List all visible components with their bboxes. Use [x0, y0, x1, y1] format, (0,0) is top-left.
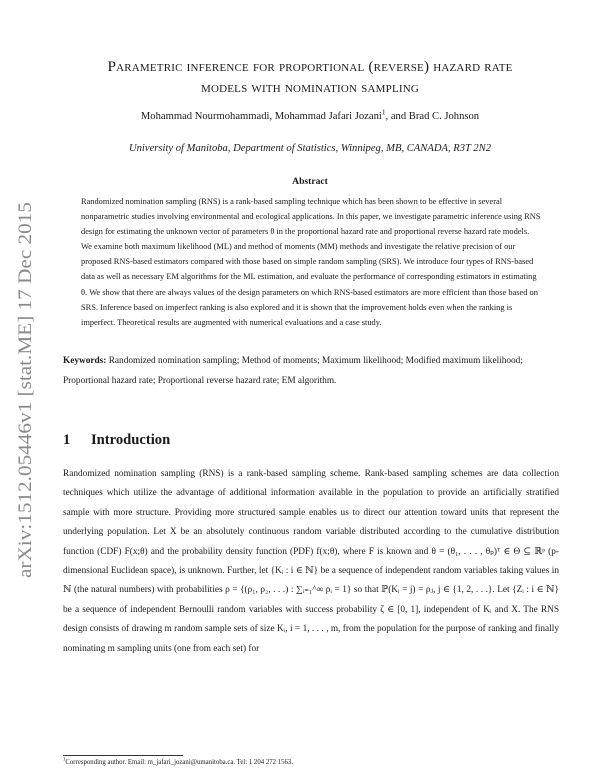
section-title: Introduction	[91, 432, 171, 448]
author-names-tail: , and Brad C. Johnson	[385, 111, 480, 122]
author-affiliation: University of Manitoba, Department of Statistics, Winnipeg, MB, CANADA, R3T 2N2	[128, 143, 492, 154]
abstract-heading: Abstract	[292, 176, 328, 187]
footnote-divider	[63, 755, 183, 756]
arxiv-identifier-stamp	[4, 200, 44, 580]
footnote-text: Corresponding author. Email: m_jafari_jozani@umanitoba.ca. Tel: 1 204 272 1563.	[65, 759, 294, 766]
section-number: 1	[63, 432, 71, 448]
keywords	[63, 352, 559, 391]
paper-title-line-1: Parametric inference for proportional (reverse) hazard rate	[107, 58, 513, 75]
footnote	[63, 759, 559, 766]
author-footnote-mark: 1	[381, 107, 386, 117]
author-names: Mohammad Nourmohammadi, Mohammad Jafari Jozani	[140, 111, 382, 122]
keywords-list: Randomized nomination sampling; Method of moments; Maximum likelihood; Modified maximum likelihood; Proportional hazard rate; Proportional reverse hazard rate; EM algorithm.	[63, 356, 523, 386]
abstract-text: Randomized nomination sampling (RNS) is a rank-based sampling technique which has been shown to be effective in several nonparametric studies involving environmental and ecological applications. In this paper, we investigate parametric inference using RNS design for estimating the unknown vector of parameters θ in the proportional hazard rate and proportional reverse hazard rate models. We examine both maximum likelihood (ML) and method of moments (MM) methods and investigate the relative precision of our proposed RNS-based estimators compared with those based on simple random sampling (SRS). We introduce four types of RNS-based data as well as necessary EM algorithms for the ML estimation, and evaluate the performance of corresponding estimators in estimating θ. We show that there are always values of the design parameters on which RNS-based estimators are more efficient than those based on SRS. Inference based on imperfect ranking is also explored and it is shown that the improvement holds even when the ranking is imperfect. Theoretical results are augmented with numerical evaluations and a case study.	[81, 197, 541, 327]
author-list	[60, 107, 560, 122]
arxiv-identifier-svg	[4, 200, 44, 580]
section-heading-introduction	[63, 432, 170, 449]
paper-title	[60, 56, 560, 98]
footnote-mark: 1	[63, 757, 66, 763]
keywords-label: Keywords:	[63, 356, 107, 366]
paper-title-line-2: models with nomination sampling	[200, 79, 420, 96]
arxiv-identifier-text: arXiv:1512.05446v1 [stat.ME] 17 Dec 2015	[15, 241, 36, 578]
introduction-paragraph: Randomized nomination sampling (RNS) is a rank-based sampling scheme. Rank-based sampling schemes are data collection techniques which utilize the advantage of additional information available in the population to provide an artificially stratified sample with more structure. Providing more structured sample enables us to direct our attention toward units that represent the underlying population. Let X be an absolutely continuous random variable distributed according to the cumulative distribution function (CDF) F(x;θ) and the probability density function (PDF) f(x;θ), where F is known and θ = (θ₁, . . . , θₚ)ᵀ ∈ Θ ⊆ ℝᵖ (p-dimensional Euclidean space), is unknown. Further, let {Kᵢ : i ∈ ℕ} be a sequence of independent random variables taking values in ℕ (the natural numbers) with probabilities ρ = {(ρ₁, ρ₂, . . .) : ∑ᵢ₌₁^∞ ρᵢ = 1} so that ℙ(Kᵢ = j) = ρⱼ, j ∈ {1, 2, . . .}. Let {Zᵢ : i ∈ ℕ} be a sequence of independent Bernoulli random variables with success probability ζ ∈ [0, 1], independent of Kᵢ and X. The RNS design consists of drawing m random sample sets of size Kᵢ, i = 1, . . . , m, from the population for the purpose of ranking and finally nominating m sampling units (one from each set) for	[63, 469, 559, 654]
